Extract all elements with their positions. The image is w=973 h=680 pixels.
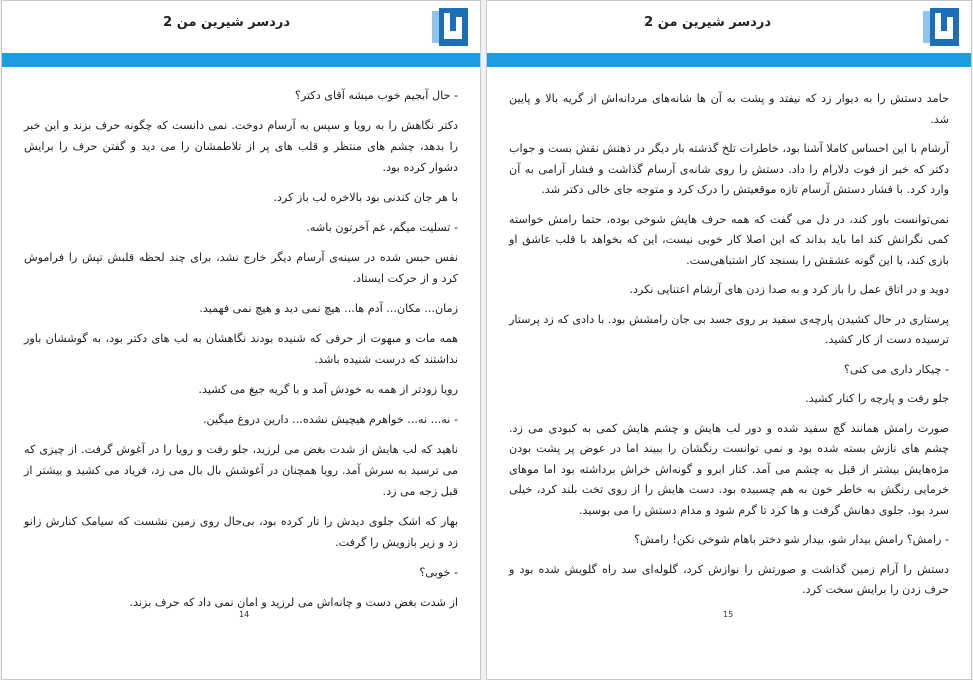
- page-body: [509, 89, 949, 610]
- paragraph: حامد دستش را به دیوار زد که نیفتد و پشت به آن ها شانه‌های مردانه‌اش از گریه بالا و پایین شد.: [509, 92, 949, 126]
- paragraph: - چیکار داری می کنی؟: [843, 362, 949, 376]
- publisher-logo-icon: [430, 7, 470, 47]
- page-body: [24, 85, 458, 622]
- paragraph: - خوبی؟: [419, 566, 458, 579]
- paragraph: آرشام با این احساس کاملا آشنا بود، خاطرات تلخ گذشته بار دیگر در ذهنش نقش بست و جواب دکتر که خبر از فوت دلارام را داد. دستش را روی شانه‌ی آرسام گذاشت و فشار آرامی به آن وارد کرد. با فشار دستش آرسام تازه موقعیتش را درک کرد و متوجه جای خالی دکتر شد.: [509, 142, 949, 196]
- paragraph: - تسلیت میگم، غم آخرتون باشه.: [306, 221, 458, 234]
- paragraph: دوید و در اتاق عمل را باز کرد و به صدا زدن های آرشام اعتنایی نکرد.: [629, 283, 949, 296]
- paragraph: با هر جان کندنی بود بالاخره لب باز کرد.: [273, 191, 458, 204]
- paragraph: از شدت بغض دست و چانه‌اش می لرزید و امان نمی داد که حرف بزند.: [129, 596, 458, 609]
- paragraph: دکتر نگاهش را به رویا و سپس به آرسام دوخت. نمی دانست که چگونه حرف بزند و این خبر را بدهد، چشم های منتظر و قلب های پر از تلاطمشان را می دید و گفتن حرف را برایش دشوار کرده بود.: [24, 119, 458, 174]
- paragraph: - نه... نه... خواهرم هیچیش نشده... دارین دروغ میگین.: [202, 413, 458, 426]
- page-number: 15: [723, 610, 734, 619]
- paragraph: صورت رامش همانند گچ سفید شده و دور لب هایش و چشم هایش کمی به کبودی می زد. چشم های نازش بسته شده بود و نمی توانست رنگشان را ببیند اما در عوض پر پشت بودن مژه‌هایش بیشتر از قبل به چشم می آمد. کنار ابرو و گونه‌اش خراش برداشته بود اما موهای خرمایی رنگش به خاطر خون به هم چسبیده بود. دست هایش را از روی تخت بلند کرد، خیلی سرد بود. جلوی دهانش گرفت و ها کرد تا گرم شود و مدام دستش را می بوسید.: [509, 421, 949, 517]
- paragraph: ناهید که لب هایش از شدت بغض می لرزید، جلو رفت و رویا را در آغوش گرفت. از چیزی که می ترسید به سرش آمد. رویا همچنان در آغوشش بال بال می زد، فریاد می کشید و بیشتر از قبل زجه می زد.: [24, 443, 458, 498]
- header-band: [2, 53, 480, 67]
- paragraph: بهار که اشک جلوی دیدش را تار کرده بود، بی‌حال روی زمین نشست که سیامک کنارش زانو زد و زیر بازویش را گرفت.: [24, 515, 458, 549]
- page-left: [1, 0, 481, 680]
- page-number: 14: [239, 610, 250, 619]
- header-band: [487, 53, 971, 67]
- paragraph: نمی‌توانست باور کند، در دل می گفت که همه حرف هایش شوخی بوده، حتما رامش خواسته کمی نگرانش کند اما باید بداند که این اصلا کار خوبی نیست، این که بخواهد با قلب عاشق او بازی کند، یا این گونه عشقش را بسنجد کار اشتباهی‌ست.: [509, 212, 949, 267]
- page-header: [2, 1, 480, 53]
- page-header: [487, 1, 971, 53]
- paragraph: رویا زودتر از همه به خودش آمد و با گریه جیغ می کشید.: [198, 383, 458, 396]
- paragraph: - رامش؟ رامش بیدار شو، بیدار شو دختر باهام شوخی نکن! رامش؟: [634, 533, 949, 546]
- paragraph: - حال آبجیم خوب میشه آقای دکتر؟: [294, 89, 458, 102]
- page-right: [486, 0, 972, 680]
- paragraph: جلو رفت و پارچه را کنار کشید.: [805, 392, 949, 405]
- paragraph: زمان... مکان... آدم ها... هیچ نمی دید و هیچ نمی فهمید.: [199, 302, 458, 315]
- book-title: دردسر شیرین من 2: [163, 15, 290, 30]
- paragraph: دستش را آرام زمین گذاشت و صورتش را نوازش کرد، گلوله‌ای سد راه گلویش شده بود و حرف زدن را برایش سخت کرد.: [509, 562, 949, 596]
- paragraph: همه مات و مبهوت از حرفی که شنیده بودند نگاهشان به لب های دکتر بود، به گوششان باور نداشتند که درست شنیده باشد.: [24, 332, 458, 366]
- paragraph: پرستاری در حال کشیدن پارچه‌ی سفید بر روی جسد بی جان رامشش بود. با دادی که زد پرستار ترسیده دست از کار کشید.: [509, 312, 949, 346]
- book-title: دردسر شیرین من 2: [644, 15, 771, 30]
- publisher-logo-icon: [921, 7, 961, 47]
- paragraph: نفس حبس شده در سینه‌ی آرسام دیگر خارج نشد، برای چند لحظه قلبش تپش را فراموش کرد و از حرکت ایستاد.: [24, 251, 458, 285]
